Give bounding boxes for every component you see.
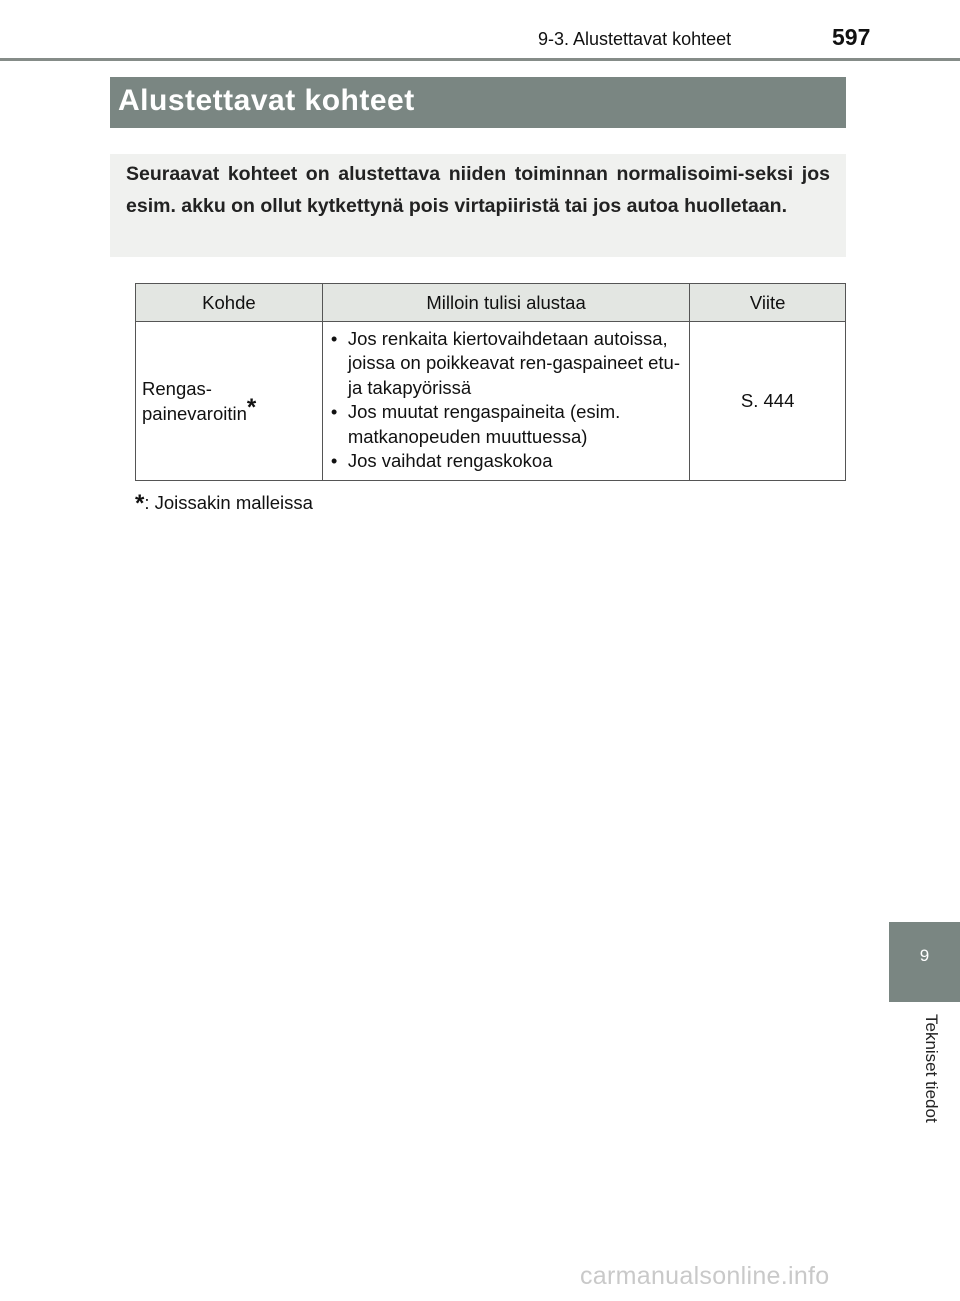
header-section-title: 9-3. Alustettavat kohteet <box>538 29 732 49</box>
header-cell-when: Milloin tulisi alustaa <box>322 284 689 322</box>
footnote-marker: * <box>246 393 257 421</box>
reference-cell: S. 444 <box>690 322 846 481</box>
item-name-line1: Rengas- <box>142 377 212 399</box>
table-row <box>136 322 846 481</box>
table-header-row <box>136 284 846 322</box>
page-number: 597 <box>832 24 871 50</box>
list-item: • Jos vaihdat rengaskokoa <box>329 449 683 474</box>
intro-text: Seuraavat kohteet on alustettava niiden toiminnan normalisoimi-seksi jos esim. akku on ollut kytkettynä pois virtapiiristä tai jos autoa huolletaan. <box>126 163 830 217</box>
section-title-bar <box>110 77 846 128</box>
when-list <box>329 327 683 474</box>
footnote <box>135 488 313 516</box>
header-divider <box>0 58 960 61</box>
items-table <box>135 283 846 481</box>
when-cell <box>322 322 689 481</box>
footnote-text: : Joissakin malleissa <box>144 492 313 513</box>
list-item: • Jos muutat rengaspaineita (esim. matkanopeuden muuttuessa) <box>329 400 683 449</box>
section-title: Alustettavat kohteet <box>118 84 415 117</box>
header-cell-item: Kohde <box>136 284 323 322</box>
intro-box <box>110 154 846 257</box>
item-cell <box>136 322 323 481</box>
header-cell-reference: Viite <box>690 284 846 322</box>
footnote-marker: * <box>135 490 145 517</box>
chapter-label: Tekniset tiedot <box>922 1014 941 1123</box>
item-name-line2: painevaroitin <box>142 402 247 424</box>
list-item: • Jos renkaita kiertovaihdetaan autoissa, joissa on poikkeavat ren-gaspaineet etu- ja takapyörissä <box>329 327 683 401</box>
chapter-tab <box>889 922 960 1002</box>
watermark: carmanualsonline.info <box>580 1262 830 1290</box>
chapter-number: 9 <box>919 946 930 965</box>
